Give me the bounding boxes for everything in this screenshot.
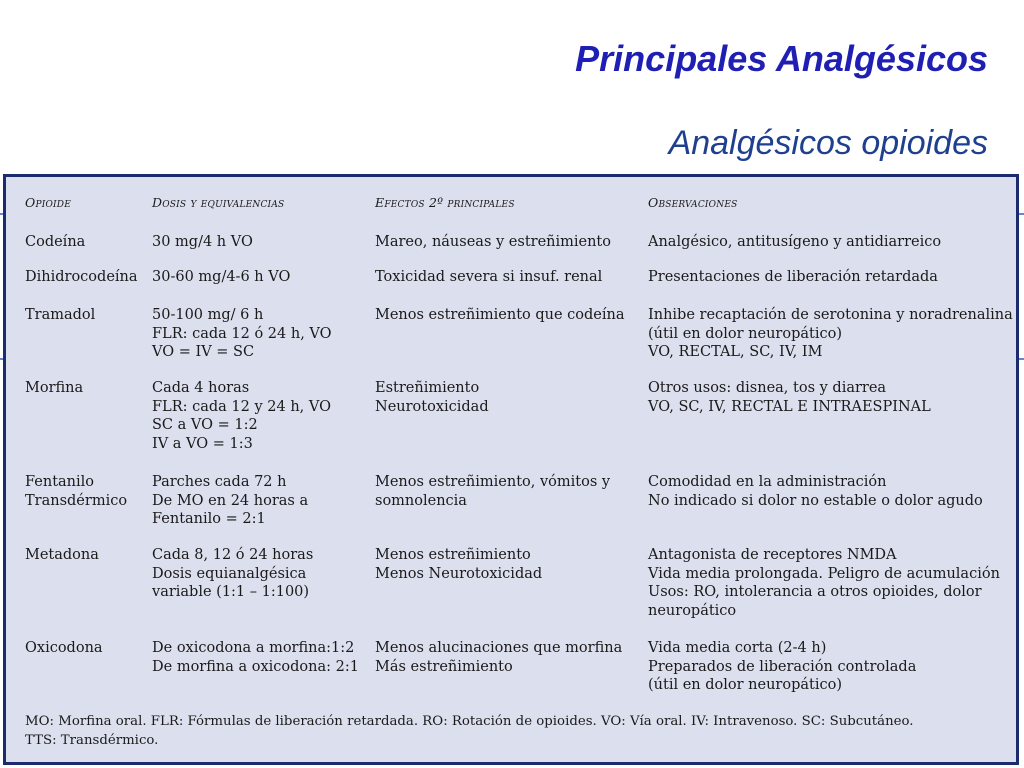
header-opioide: Opioide bbox=[25, 195, 71, 210]
cell-observaciones: Comodidad en la administración No indicado si dolor no estable o dolor agudo bbox=[648, 474, 983, 509]
header-efectos: Efectos 2º principales bbox=[375, 195, 515, 210]
cell-opioide: Fentanilo Transdérmico bbox=[25, 474, 128, 509]
cell-opioide: Codeína bbox=[25, 234, 86, 250]
cell-observaciones: Vida media corta (2-4 h) Preparados de liberación controlada (útil en dolor neuropático) bbox=[648, 640, 917, 693]
cell-observaciones: Analgésico, antitusígeno y antidiarreico bbox=[648, 234, 942, 250]
cell-observaciones: Inhibe recaptación de serotonina y noradrenalina (útil en dolor neuropático) VO, RECTAL, SC, IV, IM bbox=[648, 307, 1013, 360]
cell-dosis: 30-60 mg/4-6 h VO bbox=[152, 269, 291, 285]
cell-efectos: Menos alucinaciones que morfina Más estreñimiento bbox=[375, 640, 623, 675]
cell-dosis: Parches cada 72 h De MO en 24 horas a Fentanilo = 2:1 bbox=[152, 474, 309, 527]
page-subtitle: Analgésicos opioides bbox=[668, 124, 988, 162]
cell-dosis: Cada 8, 12 ó 24 horas Dosis equianalgésica variable (1:1 – 1:100) bbox=[152, 547, 314, 600]
cell-efectos: Menos estreñimiento, vómitos y somnolencia bbox=[375, 474, 611, 509]
cell-observaciones: Antagonista de receptores NMDA Vida media prolongada. Peligro de acumulación Usos: RO, intolerancia a otros opioides, dolor neuropático bbox=[648, 547, 1000, 619]
cell-efectos: Estreñimiento Neurotoxicidad bbox=[375, 380, 489, 415]
cell-opioide: Dihidrocodeína bbox=[25, 269, 138, 285]
cell-dosis: 30 mg/4 h VO bbox=[152, 234, 253, 250]
header-dosis: Dosis y equivalencias bbox=[152, 195, 285, 210]
cell-efectos: Menos estreñimiento Menos Neurotoxicidad bbox=[375, 547, 543, 582]
page-title: Principales Analgésicos bbox=[575, 38, 988, 79]
cell-efectos: Toxicidad severa si insuf. renal bbox=[375, 269, 603, 285]
header-observaciones: Observaciones bbox=[648, 195, 738, 210]
cell-efectos: Menos estreñimiento que codeína bbox=[375, 307, 625, 323]
cell-observaciones: Otros usos: disnea, tos y diarrea VO, SC, IV, RECTAL E INTRAESPINAL bbox=[648, 380, 931, 415]
cell-dosis: 50-100 mg/ 6 h FLR: cada 12 ó 24 h, VO VO = IV = SC bbox=[152, 307, 332, 360]
opioid-table bbox=[3, 174, 1019, 765]
cell-opioide: Morfina bbox=[25, 380, 84, 396]
cell-efectos: Mareo, náuseas y estreñimiento bbox=[375, 234, 611, 250]
cell-opioide: Tramadol bbox=[25, 307, 96, 323]
cell-opioide: Oxicodona bbox=[25, 640, 103, 656]
cell-opioide: Metadona bbox=[25, 547, 99, 563]
table-footnote: MO: Morfina oral. FLR: Fórmulas de liberación retardada. RO: Rotación de opioides. VO: Vía oral. IV: Intravenoso. SC: Subcutáneo. TTS: Transdérmico. bbox=[25, 714, 914, 748]
cell-dosis: Cada 4 horas FLR: cada 12 y 24 h, VO SC a VO = 1:2 IV a VO = 1:3 bbox=[152, 380, 331, 452]
cell-dosis: De oxicodona a morfina:1:2 De morfina a oxicodona: 2:1 bbox=[152, 640, 359, 675]
cell-observaciones: Presentaciones de liberación retardada bbox=[648, 269, 938, 285]
